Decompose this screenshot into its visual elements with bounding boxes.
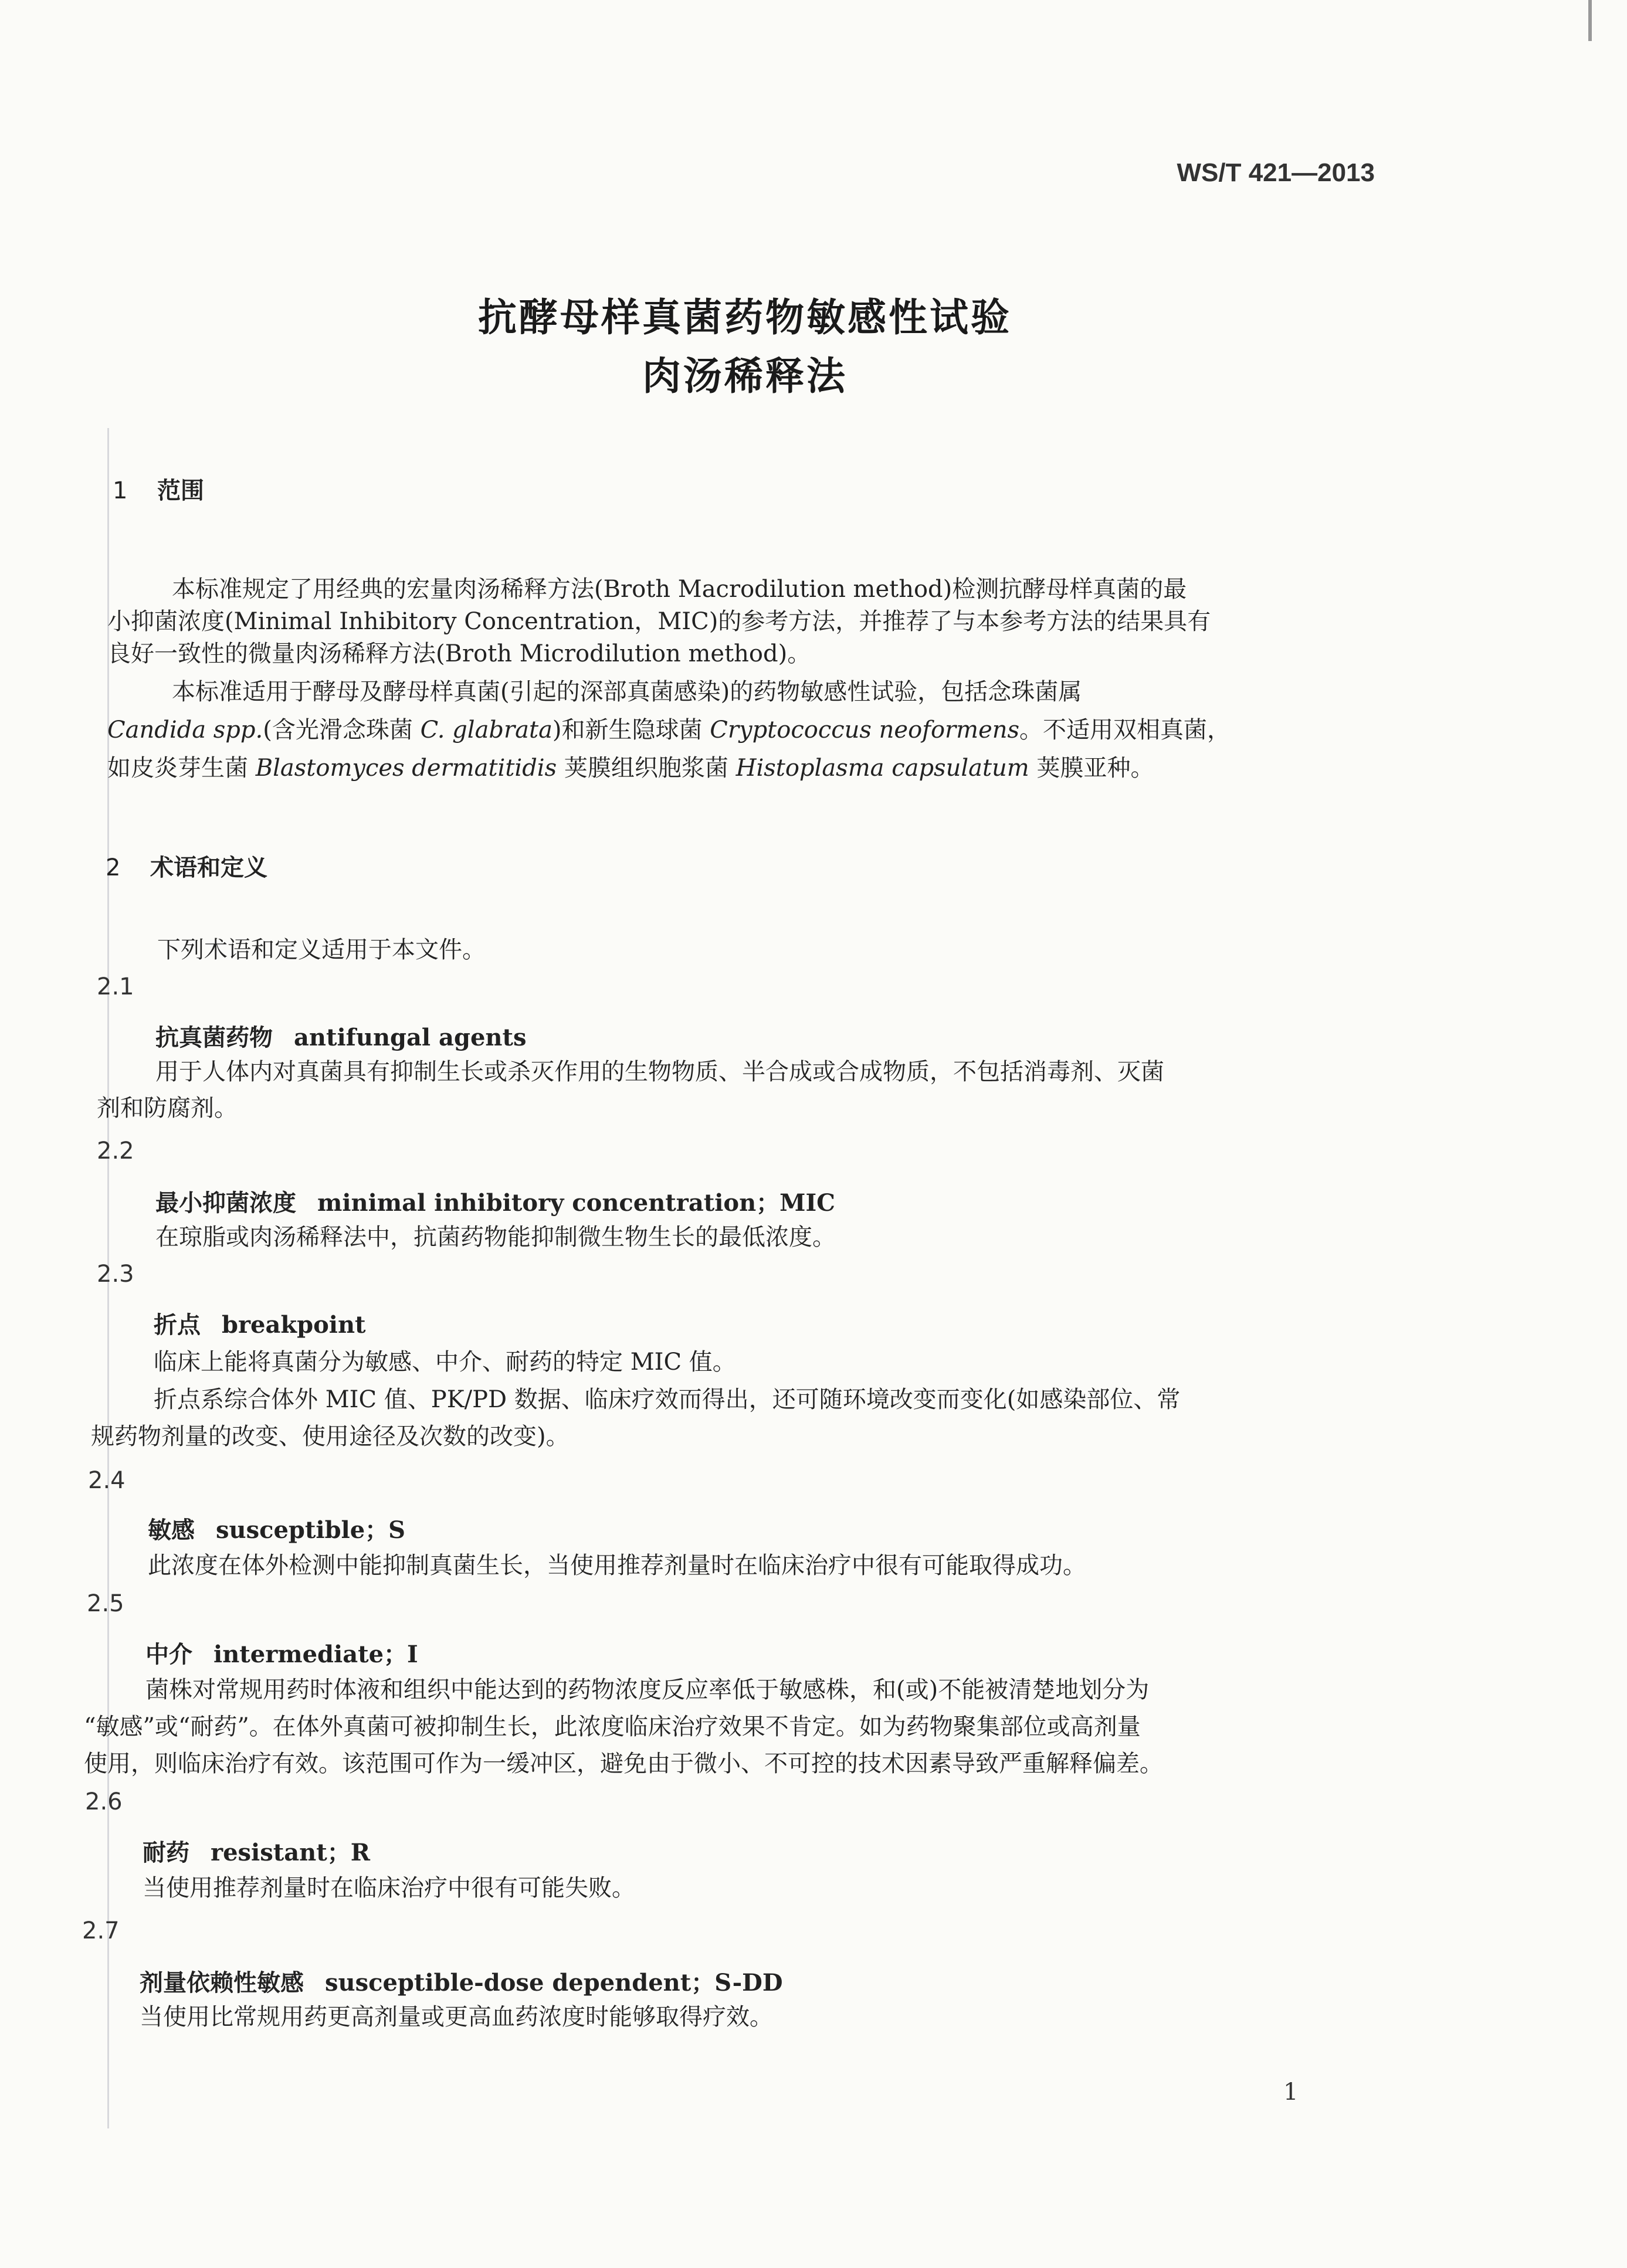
text-span: 。不适用双相真菌， xyxy=(1019,717,1231,743)
term-en: resistant；R xyxy=(211,1839,370,1866)
latin-name: C. glabrata xyxy=(420,717,552,743)
section-heading-scope xyxy=(113,472,204,505)
term-heading xyxy=(148,1512,405,1545)
term-zh: 最小抑菌浓度 xyxy=(155,1190,296,1217)
page-number: 1 xyxy=(1283,2079,1299,2106)
paragraph-line: 此浓度在体外检测中能抑制真菌生长，当使用推荐剂量时在临床治疗中很有可能取得成功。 xyxy=(148,1552,1086,1579)
paragraph-line: 本标准规定了用经典的宏量肉汤稀释方法(Broth Macrodilution method)检测抗酵母样真菌的最 xyxy=(172,576,1187,603)
text-span: 荚膜组织胞浆菌 xyxy=(557,755,736,782)
text-span: )和新生隐球菌 xyxy=(552,717,710,743)
term-heading xyxy=(155,1184,835,1218)
term-heading xyxy=(143,1834,370,1868)
text-span: 荚膜亚种。 xyxy=(1029,755,1154,782)
paragraph-line: 折点系综合体外 MIC 值、PK/PD 数据、临床疗效而得出，还可随环境改变而变化(如感染部位、常 xyxy=(154,1386,1181,1413)
paragraph-line xyxy=(107,718,1231,742)
latin-name: Histoplasma capsulatum xyxy=(735,755,1029,782)
paragraph-line: 用于人体内对真菌具有抑制生长或杀灭作用的生物物质、半合成或合成物质，不包括消毒剂、灭菌 xyxy=(155,1058,1164,1085)
document-title-line2: 肉汤稀释法 xyxy=(642,354,848,399)
term-number: 2.1 xyxy=(97,973,134,1000)
paragraph-line: 在琼脂或肉汤稀释法中，抗菌药物能抑制微生物生长的最低浓度。 xyxy=(155,1224,836,1251)
paragraph-line: 菌株对常规用药时体液和组织中能达到的药物浓度反应率低于敏感株，和(或)不能被清楚地划分为 xyxy=(145,1676,1150,1703)
term-en: susceptible-dose dependent；S-DD xyxy=(325,1969,783,1997)
paragraph-line: 临床上能将真菌分为敏感、中介、耐药的特定 MIC 值。 xyxy=(154,1349,736,1376)
term-number: 2.2 xyxy=(97,1138,134,1164)
section-number: 2 xyxy=(106,854,121,881)
term-zh: 抗真菌药物 xyxy=(155,1024,273,1051)
term-number: 2.4 xyxy=(88,1467,126,1494)
latin-name: Blastomyces dermatitidis xyxy=(255,755,557,782)
section-heading-terms xyxy=(106,849,267,882)
term-heading xyxy=(145,1636,418,1669)
paragraph-line: 规药物剂量的改变、使用途径及次数的改变)。 xyxy=(91,1423,570,1450)
paragraph-line: 使用，则临床治疗有效。该范围可作为一缓冲区，避免由于微小、不可控的技术因素导致严重解释偏差。 xyxy=(84,1750,1163,1777)
paragraph-line: 良好一致性的微量肉汤稀释方法(Broth Microdilution method)。 xyxy=(107,640,811,667)
section-title: 范围 xyxy=(157,477,204,504)
term-zh: 折点 xyxy=(154,1312,201,1339)
term-en: intermediate；I xyxy=(213,1641,418,1668)
document-title-line1: 抗酵母样真菌药物敏感性试验 xyxy=(478,295,1012,340)
paragraph-line: “敏感”或“耐药”。在体外真菌可被抑制生长，此浓度临床治疗效果不肯定。如为药物聚集部位或高剂量 xyxy=(84,1713,1141,1740)
term-en: minimal inhibitory concentration；MIC xyxy=(317,1189,836,1217)
term-zh: 敏感 xyxy=(148,1517,195,1544)
term-number: 2.7 xyxy=(82,1917,120,1944)
term-heading xyxy=(154,1306,366,1340)
paragraph-line: 当使用推荐剂量时在临床治疗中很有可能失败。 xyxy=(143,1875,635,1902)
text-span: (含光滑念珠菌 xyxy=(263,717,421,743)
term-zh: 剂量依赖性敏感 xyxy=(140,1970,304,1997)
term-number: 2.6 xyxy=(85,1788,123,1815)
term-zh: 耐药 xyxy=(143,1839,189,1866)
term-zh: 中介 xyxy=(145,1641,192,1668)
section-title: 术语和定义 xyxy=(150,854,267,881)
text-span: 如皮炎芽生菌 xyxy=(107,755,256,782)
term-heading xyxy=(155,1019,526,1052)
term-en: antifungal agents xyxy=(294,1024,527,1051)
term-number: 2.3 xyxy=(97,1261,134,1288)
paragraph-line: 本标准适用于酵母及酵母样真菌(引起的深部真菌感染)的药物敏感性试验，包括念珠菌属 xyxy=(172,678,1082,705)
latin-name: Cryptococcus neoformens xyxy=(710,717,1020,743)
section-number: 1 xyxy=(113,477,128,504)
term-en: susceptible；S xyxy=(216,1516,406,1544)
scan-edge-mark xyxy=(1588,0,1592,41)
paragraph-line xyxy=(107,756,1154,780)
term-heading xyxy=(140,1964,783,1998)
term-en: breakpoint xyxy=(222,1311,366,1339)
latin-name: Candida spp. xyxy=(107,717,263,743)
term-number: 2.5 xyxy=(87,1590,124,1617)
standard-number: WS/T 421—2013 xyxy=(1177,158,1375,187)
paragraph-line: 剂和防腐剂。 xyxy=(97,1095,238,1122)
paragraph-line: 小抑菌浓度(Minimal Inhibitory Concentration，MIC)的参考方法，并推荐了与本参考方法的结果具有 xyxy=(107,608,1211,635)
paragraph-line: 下列术语和定义适用于本文件。 xyxy=(157,936,486,963)
paragraph-line: 当使用比常规用药更高剂量或更高血药浓度时能够取得疗效。 xyxy=(140,2004,773,2031)
